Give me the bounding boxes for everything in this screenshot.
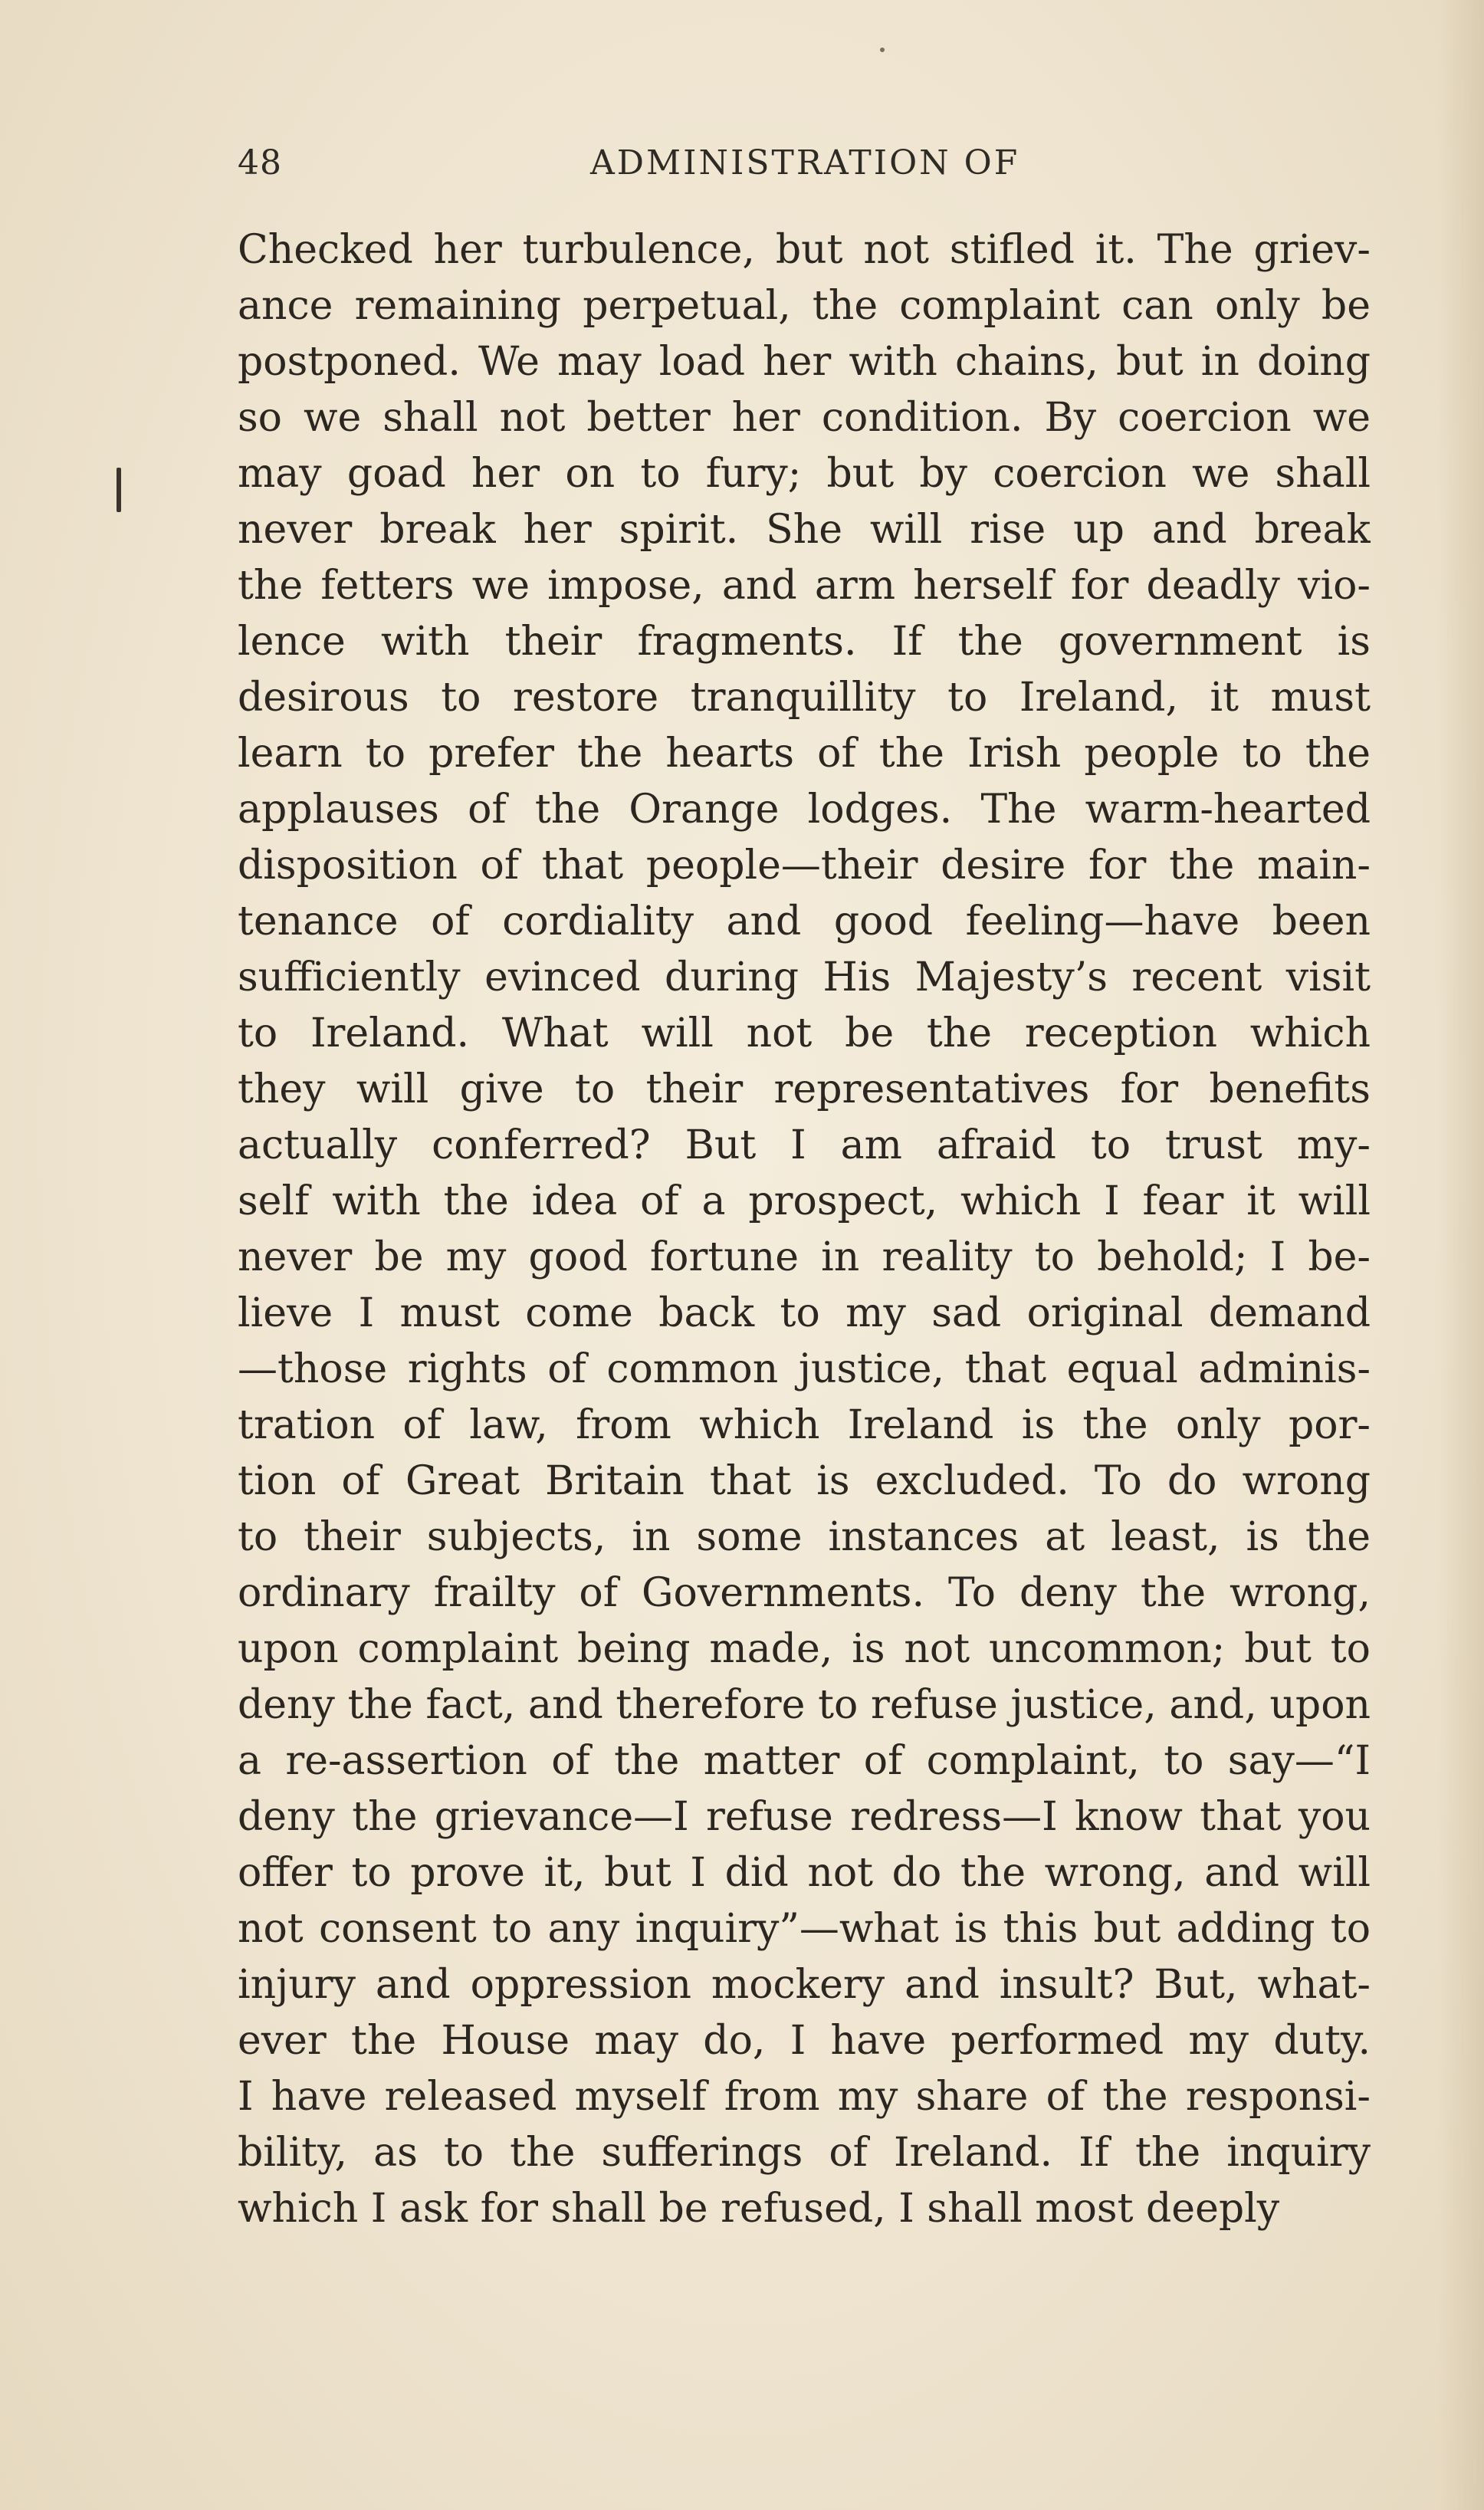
text-line: sufficiently evinced during His Majesty’s recent visit [238, 954, 1371, 1000]
text-line: I have released myself from my share of the responsi- [238, 2074, 1371, 2120]
body-text [238, 222, 1371, 2237]
text-line: may goad her on to fury; but by coercion we shall [238, 451, 1371, 497]
text-line: to their subjects, in some instances at least, is the [238, 1514, 1371, 1560]
text-line: a re-assertion of the matter of complaint, to say—“I [238, 1738, 1371, 1784]
text-line: to Ireland. What will not be the reception which [238, 1010, 1371, 1056]
running-head [238, 134, 1372, 203]
text-line: ever the House may do, I have performed my duty. [238, 2018, 1371, 2064]
text-line: actually conferred? But I am afraid to trust my- [238, 1122, 1371, 1168]
text-line: they will give to their representatives for benefits [238, 1066, 1371, 1112]
text-line: ance remaining perpetual, the complaint can only be [238, 283, 1371, 329]
text-line: Checked her turbulence, but not stifled it. The griev- [238, 227, 1371, 273]
text-line: upon complaint being made, is not uncommon; but to [238, 1626, 1371, 1672]
text-line: tion of Great Britain that is excluded. To do wrong [238, 1458, 1371, 1504]
text-line: never break her spirit. She will rise up and break [238, 507, 1371, 553]
text-line: desirous to restore tranquillity to Ireland, it must [238, 675, 1371, 721]
text-line: injury and oppression mockery and insult? But, what- [238, 1962, 1371, 2008]
top-ink-speck [880, 48, 885, 52]
text-line: the fetters we impose, and arm herself for deadly vio- [238, 563, 1371, 609]
text-line: never be my good fortune in reality to behold; I be- [238, 1234, 1371, 1280]
text-line: lence with their fragments. If the government is [238, 619, 1371, 665]
text-line: not consent to any inquiry”—what is this but adding to [238, 1906, 1371, 1952]
text-line: bility, as to the sufferings of Ireland. If the inquiry [238, 2130, 1371, 2176]
text-line: which I ask for shall be refused, I shall most deeply [238, 2186, 1280, 2232]
text-line: deny the grievance—I refuse redress—I know that you [238, 1794, 1371, 1840]
text-line: tenance of cordiality and good feeling—have been [238, 899, 1371, 945]
text-line: deny the fact, and therefore to refuse justice, and, upon [238, 1682, 1371, 1728]
running-title: ADMINISTRATION OF [590, 143, 1020, 182]
text-line: lieve I must come back to my sad original demand [238, 1290, 1371, 1336]
margin-ink-mark [117, 468, 121, 512]
text-line: —those rights of common justice, that equal adminis- [238, 1346, 1371, 1392]
text-line: self with the idea of a prospect, which I fear it will [238, 1178, 1371, 1224]
text-line: tration of law, from which Ireland is the only por- [238, 1402, 1371, 1448]
text-line: learn to prefer the hearts of the Irish people to the [238, 731, 1371, 777]
page-edge-shadow [1438, 0, 1484, 2510]
text-line: postponed. We may load her with chains, but in doing [238, 339, 1371, 385]
text-line: applauses of the Orange lodges. The warm-hearted [238, 787, 1371, 833]
text-line: disposition of that people—their desire for the main- [238, 843, 1371, 889]
text-line: so we shall not better her condition. By coercion we [238, 395, 1371, 441]
page-number: 48 [238, 143, 282, 182]
text-line: offer to prove it, but I did not do the wrong, and will [238, 1850, 1371, 1896]
text-line: ordinary frailty of Governments. To deny the wrong, [238, 1570, 1371, 1616]
